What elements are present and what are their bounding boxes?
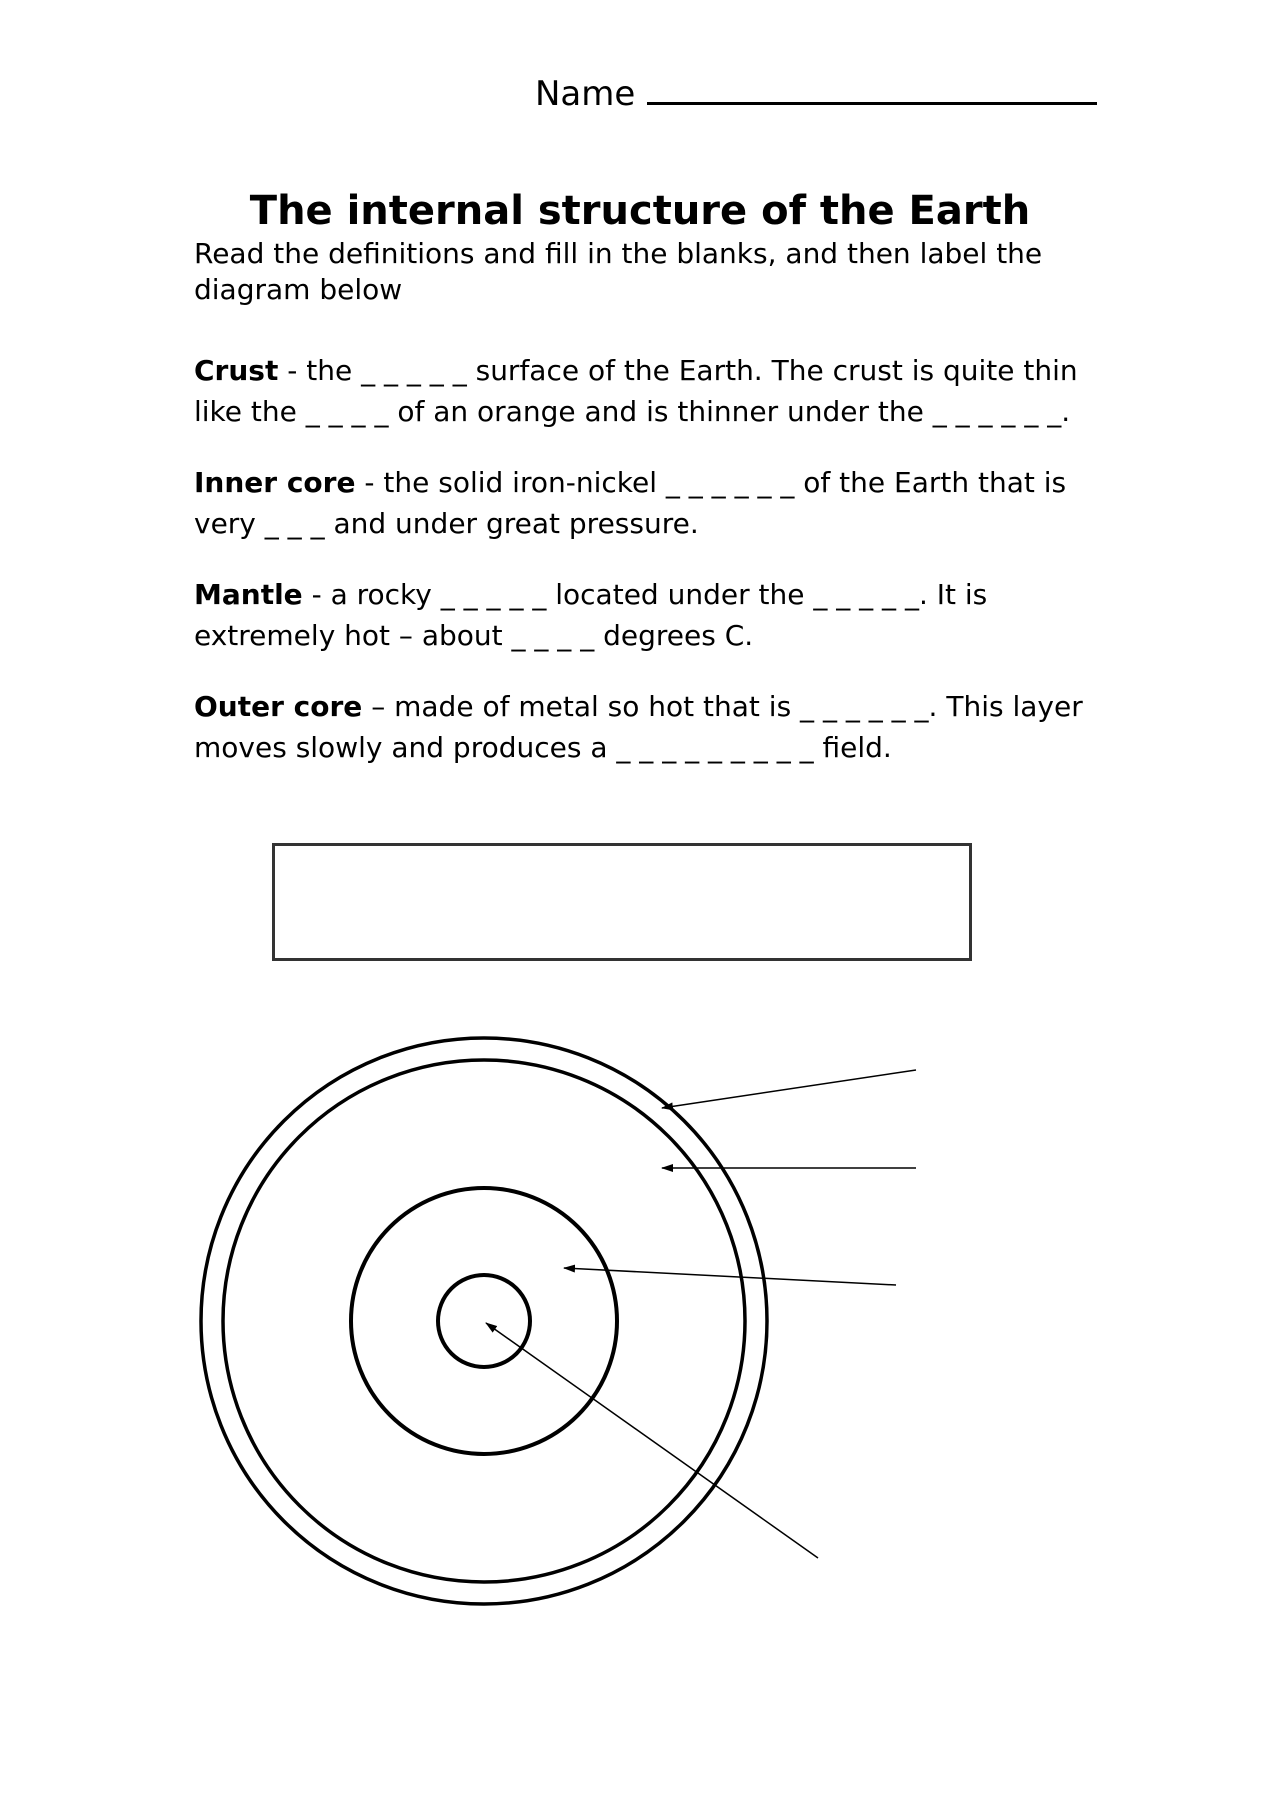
- term-mantle: Mantle: [194, 578, 303, 611]
- instructions: Read the definitions and fill in the blanks, and then label the diagram below: [194, 237, 1043, 306]
- page-title: The internal structure of the Earth: [249, 188, 1031, 234]
- term-inner-core: Inner core: [194, 466, 356, 499]
- outer-core-circle: [351, 1188, 617, 1454]
- definition-mantle-text: - a rocky _ _ _ _ _ located under the _ _ _ _ _. It is extremely hot – about _ _ _ _ degrees C.: [194, 578, 988, 652]
- arrow-outer-core: [564, 1268, 896, 1285]
- crust-inner-circle: [223, 1060, 745, 1582]
- arrow-crust: [662, 1070, 916, 1108]
- definition-crust-text: - the _ _ _ _ _ surface of the Earth. The crust is quite thin like the _ _ _ _ of an orange and is thinner under the _ _ _ _ _ _.: [194, 354, 1078, 428]
- crust-outer-circle: [201, 1038, 767, 1604]
- inner-core-circle: [438, 1275, 530, 1367]
- name-label: Name: [535, 74, 636, 114]
- term-crust: Crust: [194, 354, 279, 387]
- term-outer-core: Outer core: [194, 690, 363, 723]
- definition-inner-core-text: - the solid iron-nickel _ _ _ _ _ _ of the Earth that is very _ _ _ and under great pressure.: [194, 466, 1067, 540]
- definition-outer-core-text: – made of metal so hot that is _ _ _ _ _ _. This layer moves slowly and produces a _ _ _ _ _ _ _ _ _ field.: [194, 690, 1083, 764]
